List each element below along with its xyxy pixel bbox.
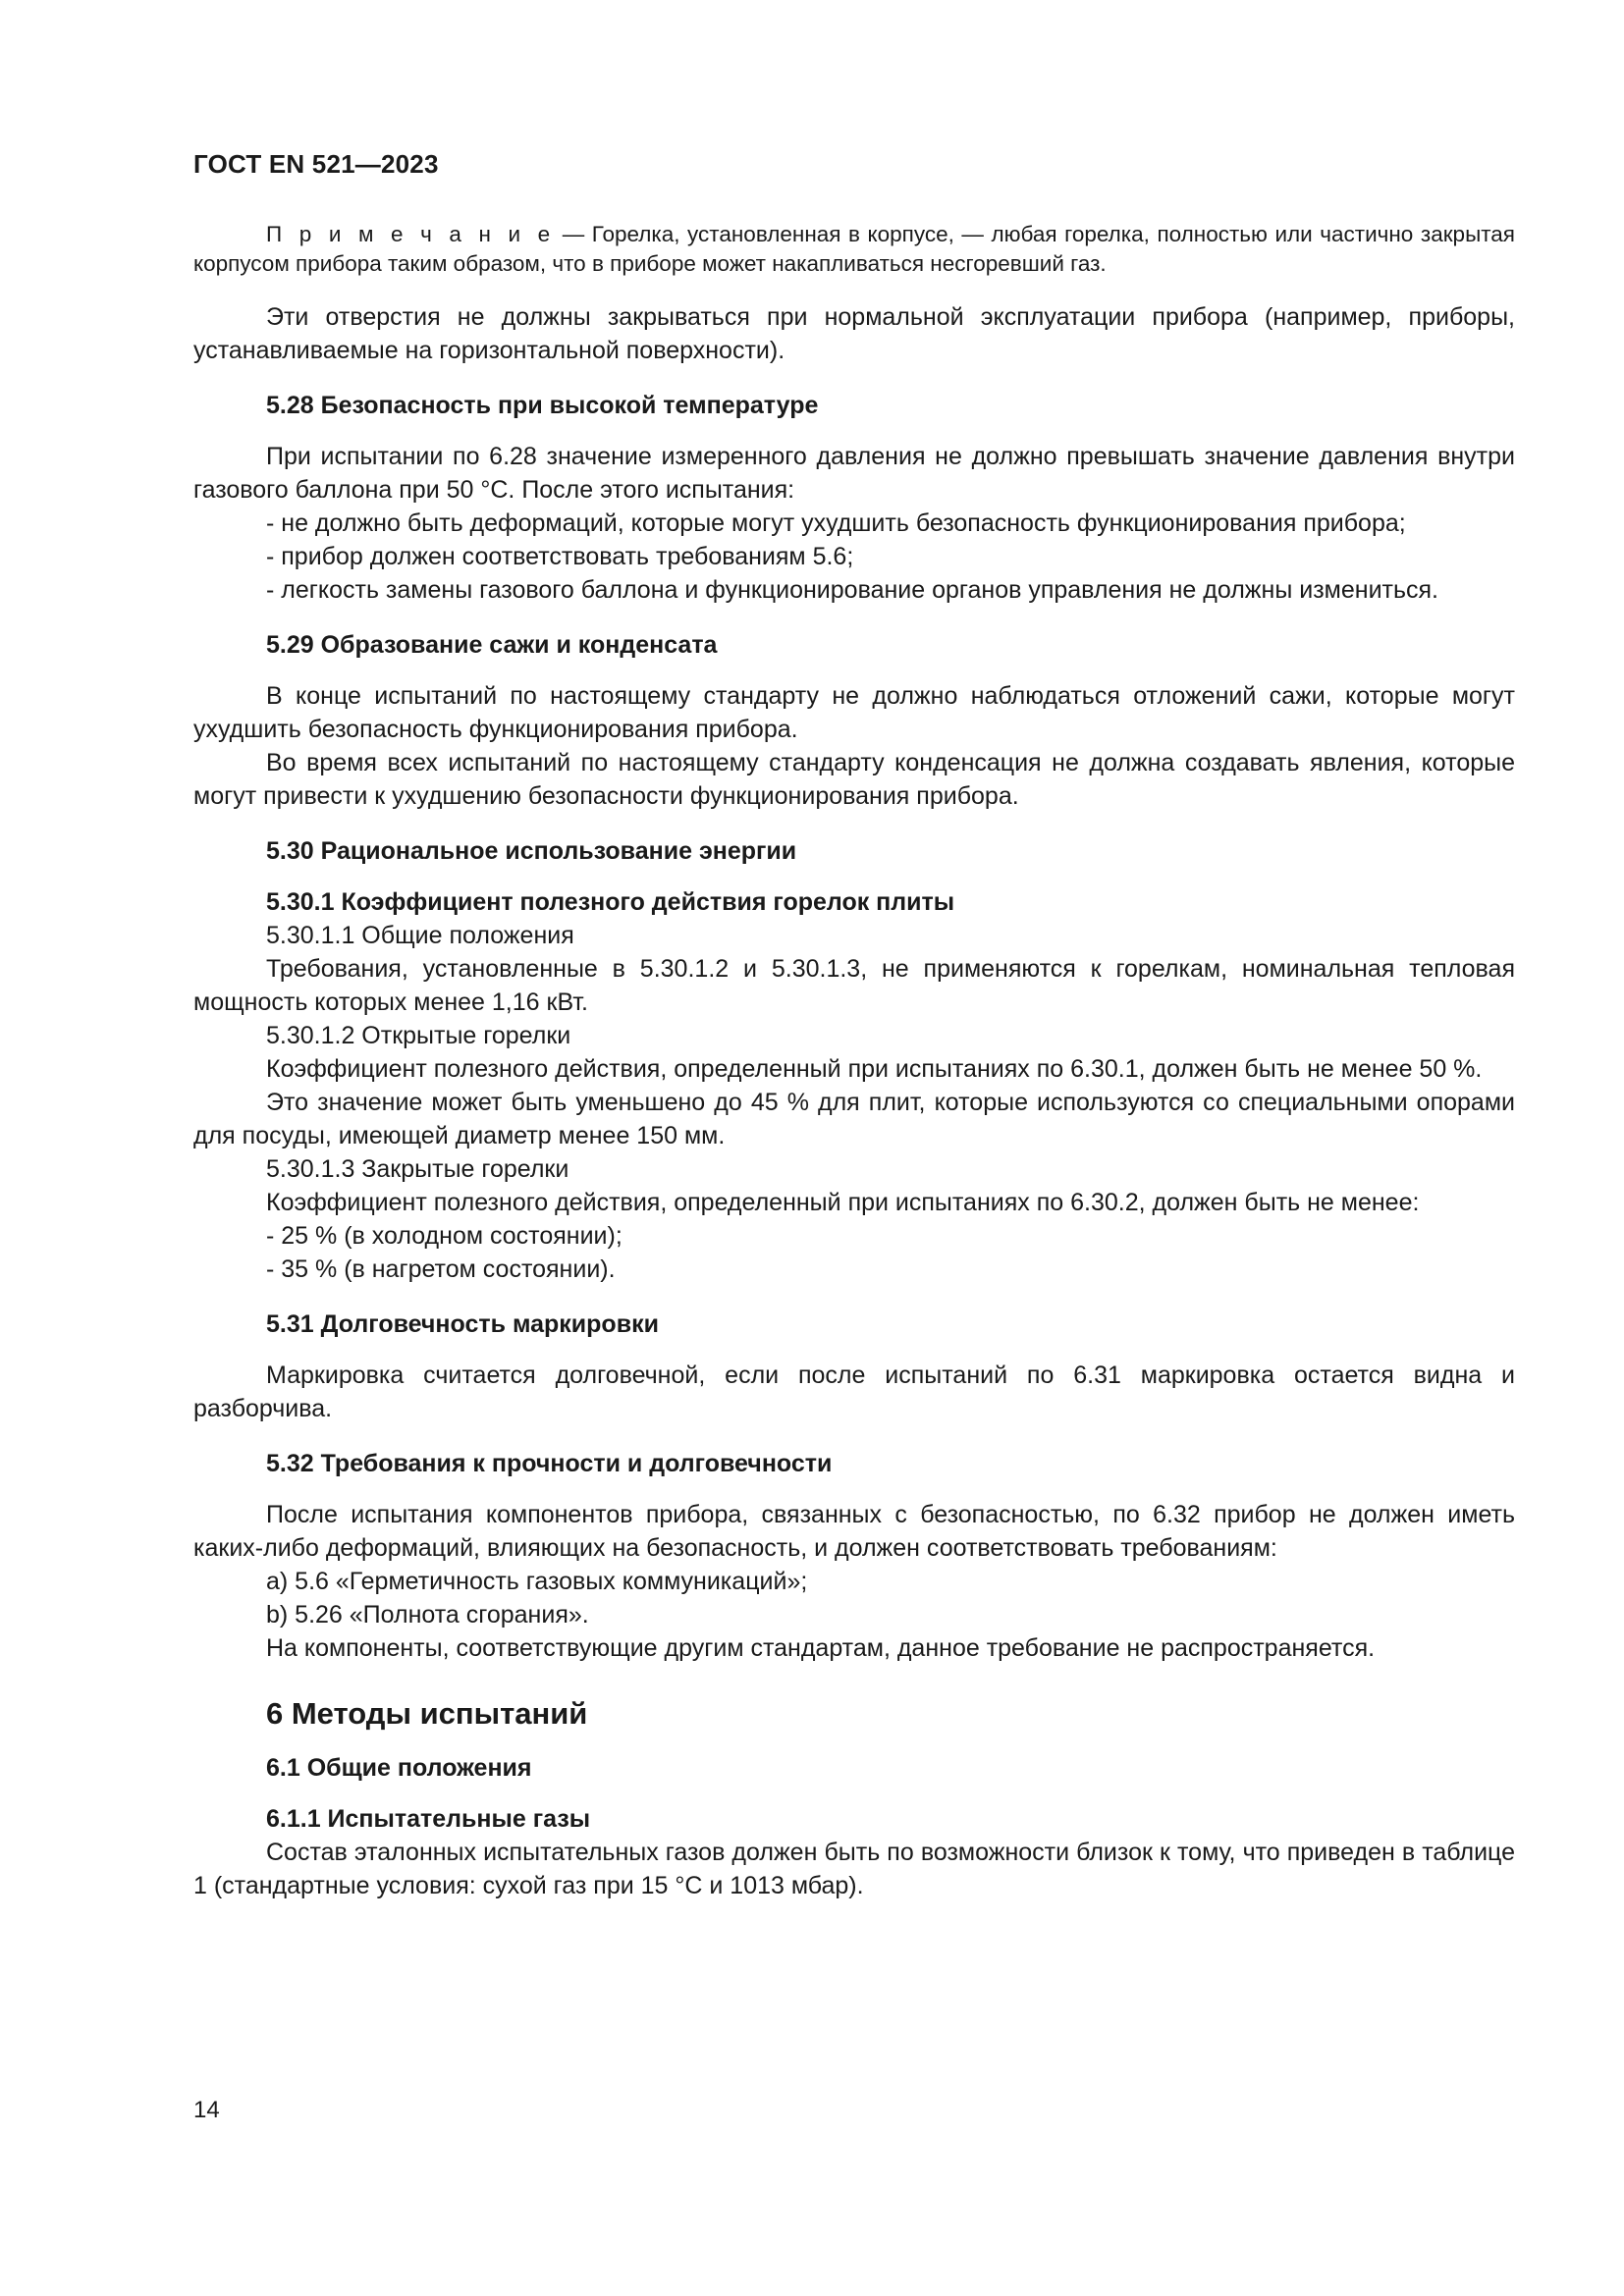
list-item: b) 5.26 «Полнота сгорания». [266, 1601, 589, 1629]
list-item: - прибор должен соответствовать требованиям 5.6; [266, 543, 854, 570]
list-item: - не должно быть деформаций, которые могут ухудшить безопасность функционирования прибора; [266, 509, 1406, 537]
note-text: — Горелка, установленная в корпусе, — любая горелка, полностью или частично закрытая корпусом прибора таким образом, что в приборе может накапливаться несгоревший газ. [193, 222, 1515, 276]
note-label: П р и м е ч а н и е [266, 222, 556, 246]
section-5-30-1-1-paragraph: Требования, установленные в 5.30.1.2 и 5.30.1.3, не применяются к горелкам, номинальная тепловая мощность которых менее 1,16 кВт. [193, 955, 1515, 1016]
section-6-1-1-paragraph: Состав эталонных испытательных газов должен быть по возможности близок к тому, что приведен в таблице 1 (стандартные условия: сухой газ при 15 °С и 1013 мбар). [193, 1839, 1515, 1899]
section-5-30-1-2-paragraph-2: Это значение может быть уменьшено до 45 % для плит, которые используются со специальными опорами для посуды, имеющей диаметр менее 150 мм. [193, 1089, 1515, 1149]
section-5-28-heading: 5.28 Безопасность при высокой температуре [266, 392, 819, 419]
section-5-30-1-3-heading: 5.30.1.3 Закрытые горелки [266, 1155, 569, 1183]
page-number: 14 [193, 2097, 220, 2123]
section-5-29-heading: 5.29 Образование сажи и конденсата [266, 631, 718, 659]
list-item: - 25 % (в холодном состоянии); [266, 1222, 623, 1250]
section-6-1-1-heading: 6.1.1 Испытательные газы [266, 1805, 591, 1833]
document-header: ГОСТ EN 521—2023 [193, 149, 439, 179]
section-5-30-1-heading: 5.30.1 Коэффициент полезного действия горелок плиты [266, 888, 955, 916]
note-paragraph [193, 220, 1515, 279]
section-5-32-heading: 5.32 Требования к прочности и долговечности [266, 1450, 833, 1477]
section-6-heading: 6 Методы испытаний [266, 1696, 588, 1731]
section-5-32-paragraph-1: После испытания компонентов прибора, связанных с безопасностью, по 6.32 прибор не должен иметь каких-либо деформаций, влияющих на безопасность, и должен соответствовать требованиям: [193, 1501, 1515, 1562]
section-5-30-1-2-heading: 5.30.1.2 Открытые горелки [266, 1022, 571, 1049]
section-5-30-heading: 5.30 Рациональное использование энергии [266, 837, 797, 865]
section-6-1-heading: 6.1 Общие положения [266, 1754, 532, 1782]
section-5-28-paragraph: При испытании по 6.28 значение измеренного давления не должно превышать значение давления внутри газового баллона при 50 °С. После этого испытания: [193, 443, 1515, 504]
section-5-30-1-1-heading: 5.30.1.1 Общие положения [266, 922, 574, 949]
list-item: - легкость замены газового баллона и функционирование органов управления не должны измениться. [266, 576, 1438, 604]
section-5-31-heading: 5.31 Долговечность маркировки [266, 1310, 659, 1338]
section-5-30-1-3-paragraph: Коэффициент полезного действия, определенный при испытаниях по 6.30.2, должен быть не менее: [266, 1189, 1420, 1216]
list-item: а) 5.6 «Герметичность газовых коммуникаций»; [266, 1568, 808, 1595]
section-5-31-paragraph: Маркировка считается долговечной, если после испытаний по 6.31 маркировка остается видна и разборчива. [193, 1362, 1515, 1422]
list-item: - 35 % (в нагретом состоянии). [266, 1255, 616, 1283]
section-5-29-paragraph-2: Во время всех испытаний по настоящему стандарту конденсация не должна создавать явления, которые могут привести к ухудшению безопасности функционирования прибора. [193, 749, 1515, 810]
section-5-29-paragraph-1: В конце испытаний по настоящему стандарту не должно наблюдаться отложений сажи, которые могут ухудшить безопасность функционирования прибора. [193, 682, 1515, 743]
section-5-30-1-2-paragraph-1: Коэффициент полезного действия, определенный при испытаниях по 6.30.1, должен быть не менее 50 %. [266, 1055, 1483, 1083]
section-5-32-paragraph-2: На компоненты, соответствующие другим стандартам, данное требование не распространяется. [266, 1634, 1376, 1662]
paragraph-openings: Эти отверстия не должны закрываться при нормальной эксплуатации прибора (например, приборы, устанавливаемые на горизонтальной поверхности). [193, 303, 1515, 364]
document-body [193, 220, 1515, 1902]
